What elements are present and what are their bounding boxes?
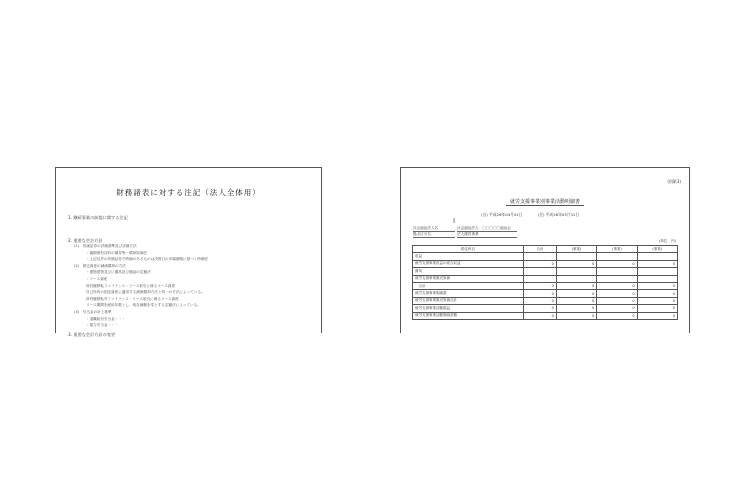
cell-value: 0 xyxy=(597,297,637,304)
cell-value: 0 xyxy=(597,305,637,312)
column-header: (事業) xyxy=(556,246,596,253)
notes-line: ・賞与引当金・・・ xyxy=(86,323,119,328)
table-row xyxy=(413,282,678,289)
cell-value: 0 xyxy=(556,282,596,289)
notes-line: ・満期保有目的の債券等－償却原価法 xyxy=(86,250,148,255)
notes-line: ・退職給付引当金・・・ xyxy=(86,316,126,321)
notes-document-page xyxy=(55,167,322,337)
cell-value: 0 xyxy=(637,312,677,319)
row-label: 就労支援事業販売原価合計 xyxy=(413,297,524,304)
cell-value xyxy=(524,253,557,260)
section-heading: 2. 重要な会計方針 xyxy=(68,238,103,243)
notes-line: リース期間を耐用年数とし、残存価額を零とする定額法によっている。 xyxy=(86,303,201,308)
cell-value: 0 xyxy=(637,305,677,312)
cell-value: 0 xyxy=(556,260,596,267)
cell-value xyxy=(524,275,557,282)
row-label: 就労支援事業収益の総合収益 xyxy=(413,260,524,267)
cell-value: 0 xyxy=(556,290,596,297)
cell-value: 0 xyxy=(637,290,677,297)
cell-value: 0 xyxy=(556,312,596,319)
section-heading: 1. 継続事業の前提に関する注記 xyxy=(68,215,128,220)
cell-value: 0 xyxy=(597,312,637,319)
cell-value xyxy=(597,253,637,260)
statement-title: 就労支援事業別事業活動明細書 xyxy=(401,198,689,205)
table-row xyxy=(413,253,678,260)
column-header: (事業) xyxy=(597,246,637,253)
row-label: 合計 xyxy=(413,282,524,289)
corporation-value: 社会福祉法人 〇〇〇〇〇福祉会 xyxy=(457,226,517,232)
cell-value xyxy=(524,268,557,275)
cell-value xyxy=(637,268,677,275)
table-row xyxy=(413,290,678,297)
notes-line: ・建物建物並びに器具及び備品の定額法 xyxy=(86,270,151,275)
text-cursor-icon: I xyxy=(453,217,456,225)
cell-value: 0 xyxy=(524,305,557,312)
section-heading: 3. 重要な会計方針の変更 xyxy=(68,332,116,337)
row-label: 収益 xyxy=(413,253,524,260)
unit-label: (単位：円) xyxy=(658,239,676,243)
table-row xyxy=(413,268,678,275)
cell-value xyxy=(597,268,637,275)
row-label: 就労支援事業明細書 xyxy=(413,290,524,297)
notes-line: 所有権移転外ファイナンス・リース取引に係るリース資産 xyxy=(86,296,179,301)
cell-value: 0 xyxy=(637,260,677,267)
cell-value xyxy=(556,253,596,260)
cell-value: 0 xyxy=(597,282,637,289)
cell-value: 0 xyxy=(524,260,557,267)
column-header: 合計 xyxy=(524,246,557,253)
row-label: 就労支援事業活動増減差額 xyxy=(413,312,524,319)
table-header-row xyxy=(413,246,678,253)
row-label: 就労支援事業販売原価 xyxy=(413,275,524,282)
notes-line: (1) 有価証券の評価基準及び評価方法 xyxy=(74,244,137,248)
row-label: 就労支援事業活動損益 xyxy=(413,305,524,312)
base-division-row xyxy=(413,232,517,238)
base-division-value: 法人運営事業 xyxy=(457,232,517,238)
cell-value: 0 xyxy=(637,297,677,304)
column-header: 勘定科目 xyxy=(413,246,524,253)
notes-line: 所有権移転ファイナンス・リース取引に係るリース資産 xyxy=(86,283,176,288)
cell-value: 0 xyxy=(637,282,677,289)
table-row xyxy=(413,312,678,319)
cell-value xyxy=(556,268,596,275)
notes-line: ・上記以外の有価証券で時価のあるものは決算日の市場価格に基づく時価法 xyxy=(86,257,209,262)
activity-statement-page xyxy=(400,167,690,333)
period-from: (自) 平成26年04月01日 xyxy=(481,212,523,217)
cell-value xyxy=(597,275,637,282)
table-row xyxy=(413,305,678,312)
table-row xyxy=(413,297,678,304)
column-header: (事業) xyxy=(637,246,677,253)
cell-value: 0 xyxy=(556,305,596,312)
notes-line: (2) 固定資産の減価償却の方法 xyxy=(74,263,126,268)
cell-value: 0 xyxy=(597,290,637,297)
statement-period xyxy=(481,212,579,218)
cell-value: 0 xyxy=(597,260,637,267)
cell-value: 0 xyxy=(524,290,557,297)
notes-line: ・リース資産 xyxy=(86,277,108,281)
notes-line: (3) 引当金の計上基準 xyxy=(74,310,112,314)
corporation-label: 社会福祉法人名 xyxy=(413,226,455,232)
base-division-label: 拠点区分名 xyxy=(413,232,455,238)
table-body xyxy=(413,253,678,320)
table-row xyxy=(413,275,678,282)
notes-document-title: 財務諸表に対する注記（法人全体用） xyxy=(116,188,261,197)
cell-value: 0 xyxy=(524,312,557,319)
cell-value xyxy=(637,253,677,260)
form-number: (別紙3) xyxy=(667,179,681,184)
table-row xyxy=(413,260,678,267)
notes-line: 自己所有の固定資産に適用する減価償却方法と同一の方法によっている。 xyxy=(86,290,205,295)
row-label: 費用 xyxy=(413,268,524,275)
cell-value: 0 xyxy=(524,282,557,289)
activity-table xyxy=(412,245,678,320)
cell-value: 0 xyxy=(524,297,557,304)
cell-value xyxy=(637,275,677,282)
period-to: (至) 平成26年03月31日 xyxy=(537,212,580,217)
cell-value xyxy=(556,275,596,282)
cell-value: 0 xyxy=(556,297,596,304)
